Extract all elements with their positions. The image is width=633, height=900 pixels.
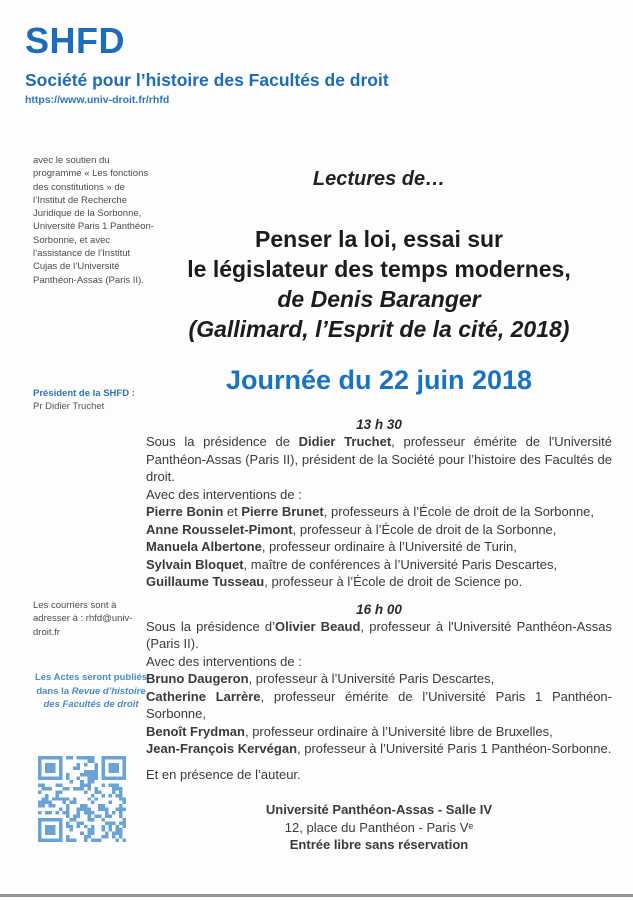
interventions-label: Avec des interventions de : bbox=[146, 486, 302, 502]
interventions-label: Avec des interventions de : bbox=[146, 653, 302, 669]
main-content bbox=[146, 160, 612, 854]
venue-admission: Entrée libre sans réservation bbox=[289, 837, 469, 852]
session-time: 16 h 00 bbox=[356, 601, 402, 617]
org-acronym: SHFD bbox=[25, 20, 125, 61]
sidebar-mail-note: Les courriers sont à adresser à : rhfd@univ-droit.fr bbox=[33, 600, 133, 638]
org-url-link[interactable]: https://www.univ-droit.fr/rhfd bbox=[25, 94, 170, 106]
session-chair-line: Sous la présidence de Didier Truchet, professeur émérite de l'Université Panthéon-Assas (Paris II), président de la Société pour l’histoire des Facultés de droit. bbox=[146, 434, 612, 484]
author-presence-note: Et en présence de l’auteur. bbox=[146, 766, 301, 782]
speakers-list bbox=[146, 503, 612, 591]
session-time: 13 h 30 bbox=[356, 417, 402, 432]
series-title: Lectures de… bbox=[312, 168, 446, 190]
president-label: Président de la SHFD : bbox=[33, 388, 135, 399]
session-chair-line: Sous la présidence d’Olivier Beaud, professeur à l'Université Panthéon-Assas (Paris II). bbox=[146, 618, 612, 651]
sidebar-president-block bbox=[33, 387, 153, 413]
venue-name: Université Panthéon-Assas - Salle IV bbox=[265, 802, 493, 817]
speaker-line: Pierre Bonin et Pierre Brunet, professeurs à l’École de droit de la Sorbonne, bbox=[146, 504, 595, 519]
qr-code-icon bbox=[38, 756, 126, 842]
event-date-heading: Journée du 22 juin 2018 bbox=[225, 365, 533, 395]
book-title-block bbox=[146, 224, 612, 344]
book-publisher-line: (Gallimard, l’Esprit de la cité, 2018) bbox=[188, 316, 570, 342]
sidebar-actes-note: Les Actes seront publiés dans la Revue d’histoire des Facultés de droit bbox=[34, 672, 148, 710]
speaker-line: Jean-François Kervégan, professeur à l’Université Paris 1 Panthéon-Sorbonne. bbox=[146, 741, 612, 756]
book-author-line: de Denis Baranger bbox=[277, 286, 481, 312]
session-1600 bbox=[146, 601, 612, 758]
speakers-list bbox=[146, 670, 612, 758]
speaker-line: Sylvain Bloquet, maître de conférences à l’Université Paris Descartes, bbox=[146, 556, 558, 572]
sidebar-support-note: avec le soutien du programme « Les fonctions des constitutions » de l’Institut de Recherche Juridique de la Sorbonne, Université Paris 1 Panthéon-Sorbonne, et avec l’assistance de l’Institut Cujas de l’Université Panthéon-Assas (Paris II). bbox=[33, 155, 154, 286]
book-title-line1: Penser la loi, essai sur bbox=[254, 226, 504, 252]
venue-address: 12, place du Panthéon - Paris Vᵉ bbox=[284, 819, 474, 835]
speaker-line: Catherine Larrère, professeur émérite de l’Université Paris 1 Panthéon-Sorbonne, bbox=[146, 688, 612, 721]
session-1330 bbox=[146, 416, 612, 591]
speaker-line: Guillaume Tusseau, professeur à l’École de droit de Science po. bbox=[146, 574, 523, 589]
bottom-rule-divider bbox=[0, 894, 633, 897]
venue-block bbox=[146, 801, 612, 854]
speaker-line: Manuela Albertone, professeur ordinaire à l’Université de Turin, bbox=[146, 539, 517, 554]
header bbox=[25, 20, 455, 108]
speaker-line: Benoît Frydman, professeur ordinaire à l’Université libre de Bruxelles, bbox=[146, 723, 553, 739]
speaker-line: Bruno Daugeron, professeur à l’Université Paris Descartes, bbox=[146, 671, 495, 686]
book-title-line2: le législateur des temps modernes, bbox=[187, 256, 571, 282]
speaker-line: Anne Rousselet-Pimont, professeur à l’École de droit de la Sorbonne, bbox=[146, 521, 557, 537]
org-name: Société pour l’histoire des Facultés de droit bbox=[25, 70, 389, 90]
president-name: Pr Didier Truchet bbox=[33, 401, 105, 412]
